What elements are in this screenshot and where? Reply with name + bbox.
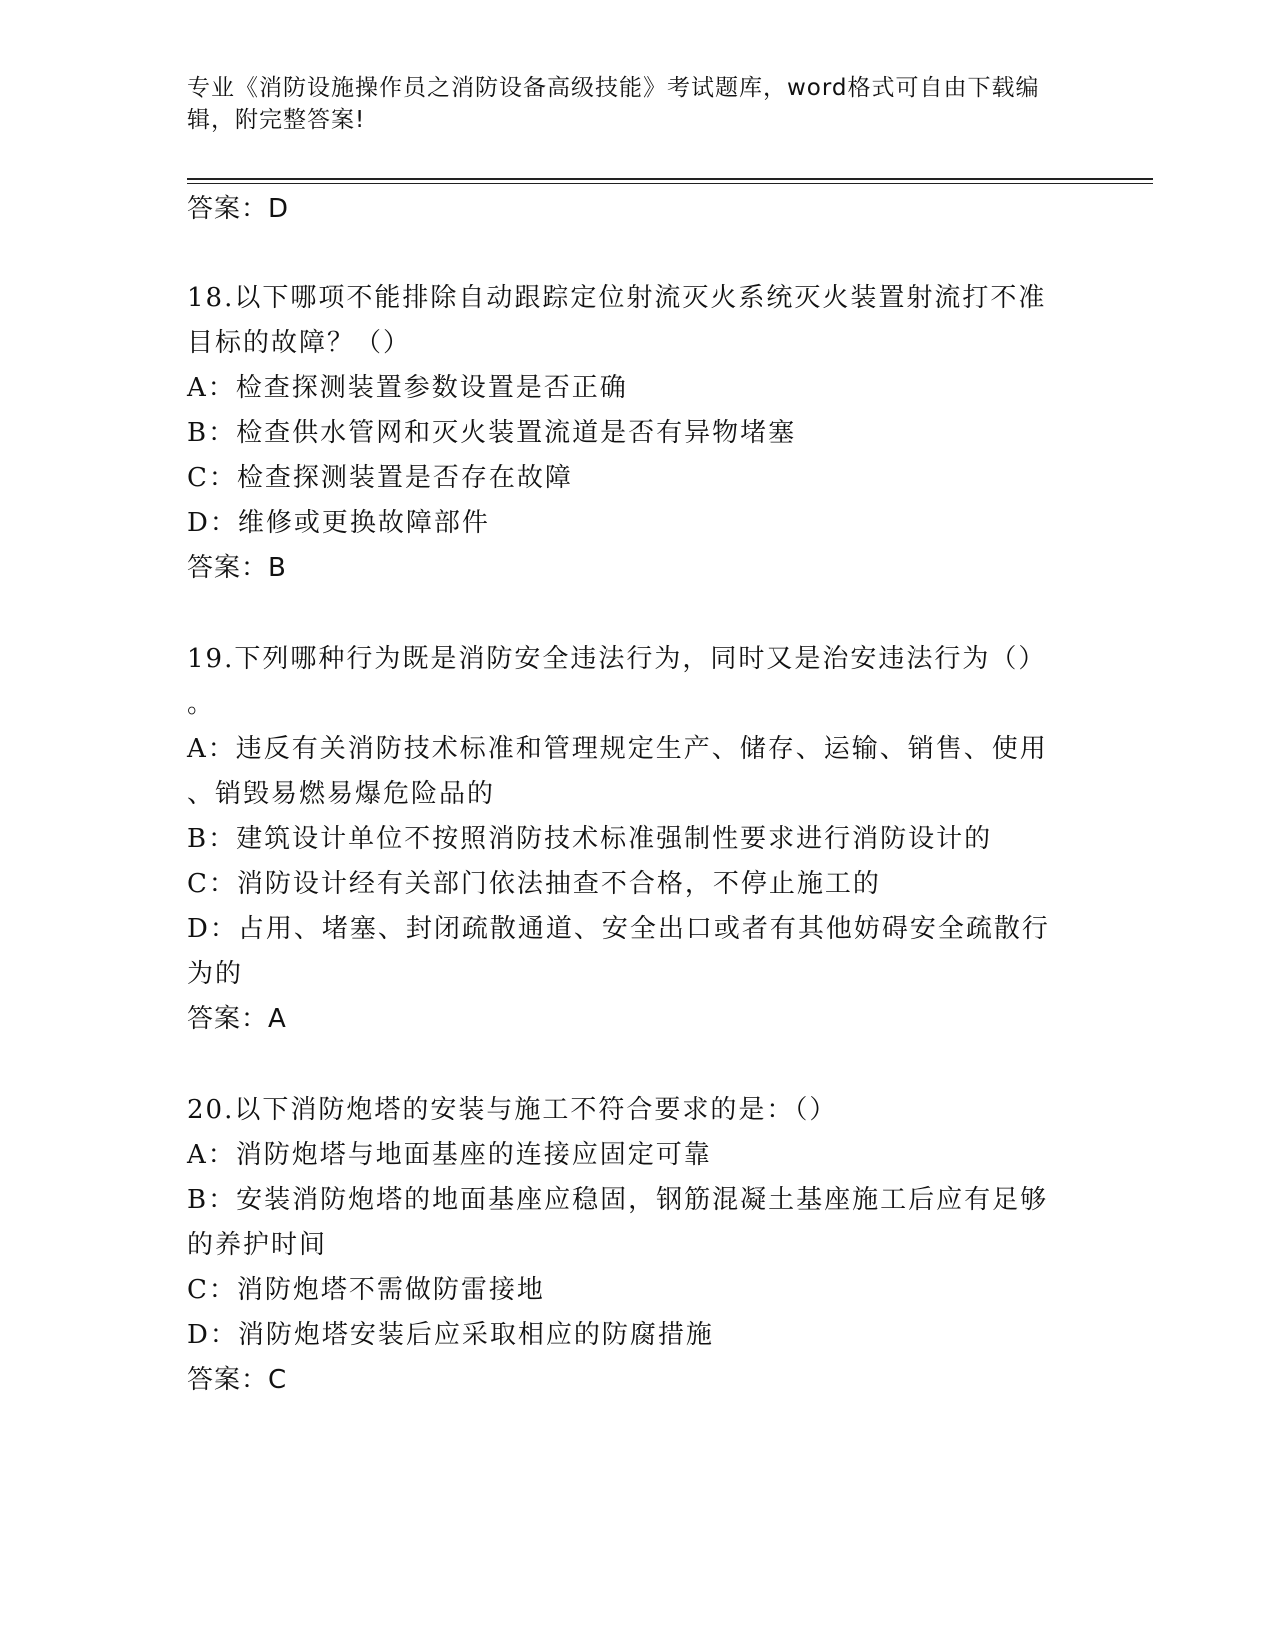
q18-option-d: D：维修或更换故障部件: [187, 508, 490, 538]
q20-stem: 20.以下消防炮塔的安装与施工不符合要求的是：（）: [187, 1095, 838, 1125]
q18-option-a: A：检查探测装置参数设置是否正确: [187, 373, 628, 403]
q18-stem-line-1: 18.以下哪项不能排除自动跟踪定位射流灭火系统灭火装置射流打不准: [187, 283, 1047, 313]
q20-option-b-line-1: B：安装消防炮塔的地面基座应稳固，钢筋混凝土基座施工后应有足够: [187, 1185, 1049, 1215]
header-divider-thick: [187, 178, 1153, 180]
q20-option-b-line-2: 的养护时间: [187, 1230, 328, 1260]
document-header: [187, 72, 1067, 136]
q20-option-d: D：消防炮塔安装后应采取相应的防腐措施: [187, 1320, 714, 1350]
answer-q17: 答案：D: [187, 194, 290, 224]
q19-stem-line-2: 。: [187, 689, 216, 719]
q18-option-c: C：检查探测装置是否存在故障: [187, 463, 573, 493]
q19-option-d-line-1: D：占用、堵塞、封闭疏散通道、安全出口或者有其他妨碍安全疏散行: [187, 914, 1050, 944]
q20-option-c: C：消防炮塔不需做防雷接地: [187, 1275, 545, 1305]
header-line-2: 辑，附完整答案!: [187, 107, 366, 133]
answer-q20: 答案：C: [187, 1365, 288, 1395]
q19-option-a-line-2: 、销毁易燃易爆危险品的: [187, 779, 496, 809]
answer-q18: 答案：B: [187, 553, 287, 583]
q18-stem-line-2: 目标的故障？（）: [187, 328, 412, 358]
q19-option-b: B：建筑设计单位不按照消防技术标准强制性要求进行消防设计的: [187, 824, 993, 854]
answer-q19: 答案：A: [187, 1004, 287, 1034]
header-divider-thin: [187, 183, 1153, 184]
q19-option-a-line-1: A：违反有关消防技术标准和管理规定生产、储存、运输、销售、使用: [187, 734, 1048, 764]
q19-option-d-line-2: 为的: [187, 959, 244, 989]
q20-option-a: A：消防炮塔与地面基座的连接应固定可靠: [187, 1140, 712, 1170]
q19-stem-line-1: 19.下列哪种行为既是消防安全违法行为，同时又是治安违法行为（）: [187, 644, 1047, 674]
header-line-1: 专业《消防设施操作员之消防设备高级技能》考试题库，word格式可自由下载编: [187, 75, 1040, 101]
q19-option-c: C：消防设计经有关部门依法抽查不合格，不停止施工的: [187, 869, 881, 899]
q18-option-b: B：检查供水管网和灭火装置流道是否有异物堵塞: [187, 418, 797, 448]
